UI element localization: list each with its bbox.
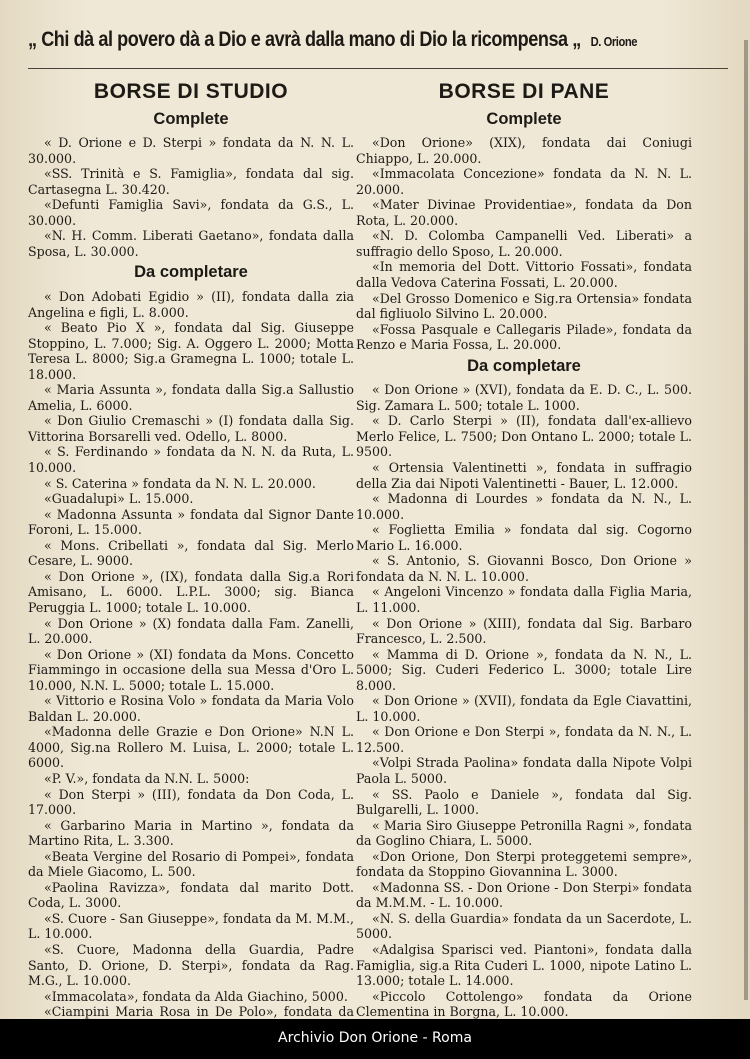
- list-item: « Don Sterpi » (III), fondata da Don Coda, L. 17.000.: [28, 786, 354, 818]
- list-item: «Immacolata», fondata da Alda Giachino, 5000.: [44, 988, 348, 1004]
- section-complete-studio: Complete: [153, 109, 229, 128]
- list-item: « Vittorio e Rosina Volo » fondata da Maria Volo Baldan L. 20.000.: [28, 693, 354, 724]
- list-item: «Beata Vergine del Rosario di Pompei», fondata da Miele Giacomo, L. 500.: [28, 848, 354, 880]
- list-item: «N. D. Colomba Campanelli Ved. Liberati» a suffragio dello Sposo, L. 20.000.: [356, 228, 692, 259]
- list-item: «Guadalupi» L. 15.000.: [44, 491, 194, 507]
- list-item: «S. Cuore - San Giuseppe», fondata da M. M.M., L. 10.000.: [28, 910, 354, 942]
- list-item: « SS. Paolo e Daniele », fondata dal Sig. Bulgarelli, L. 1000.: [356, 786, 692, 818]
- list-item: « Mons. Cribellati », fondata dal Sig. Merlo Cesare, L. 9000.: [28, 537, 354, 569]
- footer-text: Archivio Don Orione - Roma: [278, 1030, 472, 1046]
- list-item: «N. H. Comm. Liberati Gaetano», fondata dalla Sposa, L. 30.000.: [28, 228, 354, 259]
- list-item: « Don Adobati Egidio » (II), fondata dalla zia Angelina e figli, L. 8.000.: [28, 289, 354, 320]
- column-title-pane: BORSE DI PANE: [438, 80, 610, 103]
- list-item: « Don Orione », (IX), fondata dalla Sig.a Rori Amisano, L. 6000. L.P.L. 3000; sig. Bianca Peruggia L. 1000; totale L. 10.000.: [28, 568, 354, 615]
- list-item: « Maria Assunta », fondata dalla Sig.a Sallustio Amelia, L. 6000.: [28, 382, 354, 413]
- list-item: « Foglietta Emilia » fondata dal sig. Cogorno Mario L. 16.000.: [356, 522, 692, 553]
- list-item: « Don Orione » (XIII), fondata dal Sig. Barbaro Francesco, L. 2.500.: [356, 615, 692, 647]
- list-item: «Paolina Ravizza», fondata dal marito Dott. Coda, L. 3000.: [28, 879, 354, 911]
- list-item: « Mamma di D. Orione », fondata da N. N., L. 5000; Sig. Cuderi Federico L. 3000; totale Lire 8.000.: [356, 646, 692, 693]
- page-edge-shadow: [744, 40, 748, 1000]
- list-item: « Angeloni Vincenzo » fondata dalla Figlia Maria, L. 11.000.: [356, 584, 692, 615]
- list-item: «Don Orione, Don Sterpi proteggetemi sempre», fondata da Stoppino Giovannina L. 3000.: [356, 848, 692, 880]
- list-item: «Defunti Famiglia Savi», fondata da G.S., L. 30.000.: [28, 197, 354, 228]
- list-item: « Don Orione » (XI) fondata da Mons. Concetto Fiammingo in occasione della sua Messa d'Oro L. 10.000, N.N. L. 5000; totale L. 15.000.: [28, 646, 354, 693]
- list-item: « Madonna Assunta » fondata dal Signor Dante Foroni, L. 15.000.: [28, 506, 354, 538]
- list-item: «Ciampini Maria Rosa in De Polo», fondata da: [44, 1004, 354, 1020]
- list-item: «Mater Divinae Providentiae», fondata da Don Rota, L. 20.000.: [356, 197, 692, 228]
- list-complete-studio: [28, 135, 354, 259]
- list-item: «Immacolata Concezione» fondata da N. N. L. 20.000.: [356, 166, 692, 197]
- list-item: « Don Orione » (XVII), fondata da Egle Ciavattini, L. 10.000.: [356, 693, 692, 724]
- list-item: « S. Antonio, S. Giovanni Bosco, Don Orione » fondata da N. N. L. 10.000.: [356, 553, 692, 584]
- column-title-studio: BORSE DI STUDIO: [93, 80, 289, 103]
- header-divider: [28, 68, 728, 69]
- list-item: «Adalgisa Sparisci ved. Piantoni», fondata dalla Famiglia, sig.a Rita Cuderi L. 1000, nipote Latino L. 13.000; totale L. 14.000.: [356, 941, 692, 989]
- list-item: « S. Caterina » fondata da N. N. L. 20.000.: [44, 475, 316, 491]
- list-item: « D. Carlo Sterpi » (II), fondata dall'ex-allievo Merlo Felice, L. 7500; Don Ontano L. 2000; totale L. 9500.: [356, 413, 692, 460]
- list-item: « Don Orione » (X) fondata dalla Fam. Zanelli, L. 20.000.: [28, 615, 354, 647]
- list-to-complete-studio: [28, 289, 354, 1035]
- list-to-complete-pane: [356, 382, 692, 1019]
- list-item: « Madonna di Lourdes » fondata da N. N., L. 10.000.: [356, 491, 692, 522]
- list-item: « Don Orione » (XVI), fondata da E. D. C., L. 500. Sig. Zamara L. 500; totale L. 1000.: [356, 382, 692, 413]
- motto-signature: D. Orione: [590, 34, 638, 49]
- list-item: «N. S. della Guardia» fondata da un Sacerdote, L. 5000.: [356, 910, 692, 942]
- column-borse-di-pane: [356, 74, 692, 1020]
- list-item: «Del Grosso Domenico e Sig.ra Ortensia» fondata dal figliuolo Silvino L. 20.000.: [356, 290, 692, 322]
- section-to-complete-pane: Da completare: [467, 356, 581, 375]
- list-item: «SS. Trinità e S. Famiglia», fondata dal sig. Cartasegna L. 30.420.: [28, 166, 354, 197]
- column-borse-di-studio: [28, 74, 354, 1035]
- section-complete-pane: Complete: [486, 109, 562, 128]
- list-item: «Madonna delle Grazie e Don Orione» N.N L. 4000, Sig.na Rollero M. Luisa, L. 2000; totale L. 6000.: [28, 724, 354, 771]
- section-to-complete-studio: Da completare: [134, 263, 248, 282]
- list-item: «P. V.», fondata da N.N. L. 5000:: [44, 770, 250, 786]
- list-item: « Maria Siro Giuseppe Petronilla Ragni », fondata da Goglino Chiara, L. 5000.: [356, 817, 692, 849]
- list-item: « Ortensia Valentinetti », fondata in suffragio della Zia dai Nipoti Valentinetti - Bauer, L. 12.000.: [356, 460, 692, 491]
- list-item: «Don Orione» (XIX), fondata dai Coniugi Chiappo, L. 20.000.: [356, 135, 692, 166]
- archive-footer: [0, 1019, 750, 1059]
- list-item: «Madonna SS. - Don Orione - Don Sterpi» fondata da M.M.M. - L. 10.000.: [356, 879, 692, 911]
- list-item: « D. Orione e D. Sterpi » fondata da N. N. L. 30.000.: [28, 135, 354, 166]
- list-item: «Volpi Strada Paolina» fondata dalla Nipote Volpi Paola L. 5000.: [356, 755, 692, 786]
- list-item: «Fossa Pasquale e Callegaris Pilade», fondata da Renzo e Maria Fossa, L. 20.000.: [356, 321, 692, 353]
- list-item: « Beato Pio X », fondata dal Sig. Giuseppe Stoppino, L. 7.000; Sig. A. Oggero L. 2000; Motta Teresa L. 8000; Sig.a Gramegna L. 1000; totale L. 18.000.: [28, 320, 354, 382]
- list-item: « Don Orione e Don Sterpi », fondata da N. N., L. 12.500.: [356, 724, 692, 755]
- list-item: «Piccolo Cottolengo» fondata da Orione Clementina in Borgna, L. 10.000.: [356, 988, 692, 1020]
- list-item: « Don Giulio Cremaschi » (I) fondata dalla Sig. Vittorina Borsarelli ved. Odello, L. 8000.: [28, 413, 354, 444]
- list-item: «S. Cuore, Madonna della Guardia, Padre Santo, D. Orione, D. Sterpi», fondata da Rag. M.G., L. 10.000.: [28, 941, 354, 989]
- header-motto: [28, 28, 638, 52]
- motto-text: „ Chi dà al povero dà a Dio e avrà dalla mano di Dio la ricompensa „: [28, 28, 581, 51]
- list-item: « S. Ferdinando » fondata da N. N. da Ruta, L. 10.000.: [28, 444, 354, 476]
- list-complete-pane: [356, 135, 692, 353]
- list-item: « Garbarino Maria in Martino », fondata da Martino Rita, L. 3.300.: [28, 817, 354, 849]
- list-item: «In memoria del Dott. Vittorio Fossati», fondata dalla Vedova Caterina Fossati, L. 20.000.: [356, 259, 692, 291]
